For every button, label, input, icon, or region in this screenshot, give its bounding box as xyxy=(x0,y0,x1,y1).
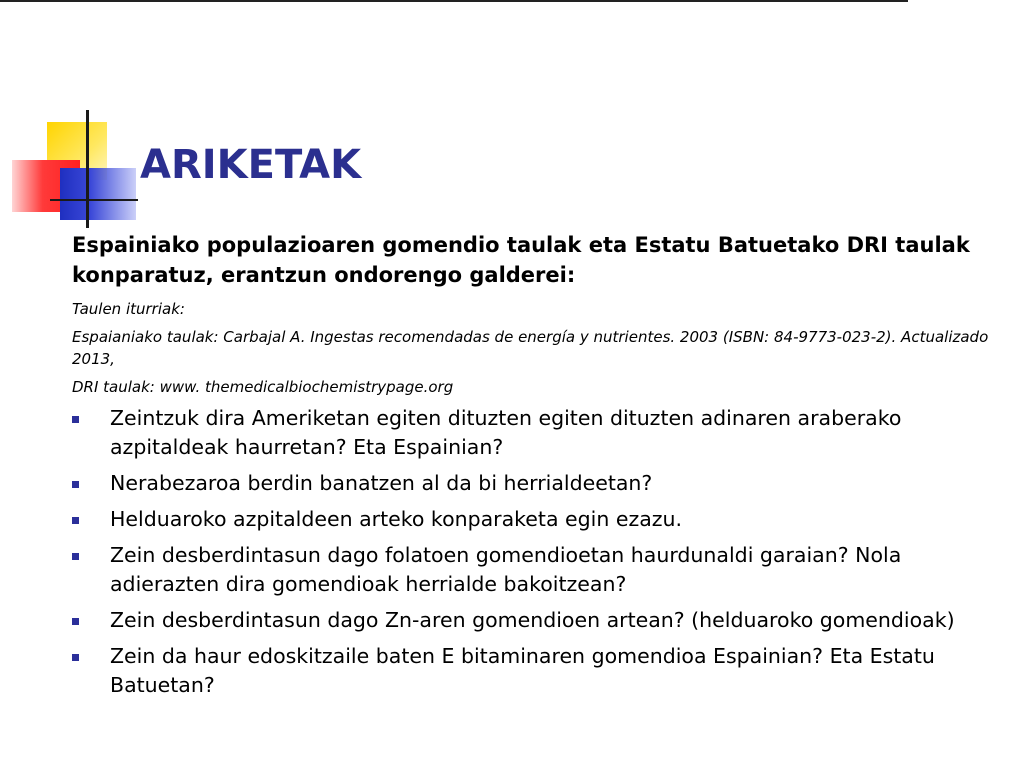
question-text: Zein da haur edoskitzaile baten E bitaminaren gomendioa Espainian? Eta Estatu Batuetan? xyxy=(110,644,935,697)
list-item xyxy=(72,642,1012,700)
blue-square xyxy=(60,168,136,220)
intro-text: Espainiako populazioaren gomendio taulak eta Estatu Batuetako DRI taulak konparatuz, erantzun ondorengo galderei: xyxy=(72,233,970,287)
slide-title: ARIKETAK xyxy=(140,142,362,188)
slide-decoration xyxy=(0,0,140,240)
square-bullet-icon xyxy=(72,517,79,524)
sources-heading: Taulen iturriak: xyxy=(72,300,185,318)
questions-list xyxy=(72,404,1012,700)
square-bullet-icon xyxy=(72,654,79,661)
list-item xyxy=(72,606,1012,635)
decor-vertical-line xyxy=(86,110,89,228)
list-item xyxy=(72,541,1012,599)
square-bullet-icon xyxy=(72,416,79,423)
question-text: Zeintzuk dira Ameriketan egiten dituzten egiten dituzten adinaren araberako azpitaldeak haurretan? Eta Espainian? xyxy=(110,406,902,459)
square-bullet-icon xyxy=(72,618,79,625)
list-item xyxy=(72,505,1012,534)
square-bullet-icon xyxy=(72,553,79,560)
question-text: Nerabezaroa berdin banatzen al da bi herrialdeetan? xyxy=(110,471,653,495)
source-dri-tables: DRI taulak: www. themedicalbiochemistrypage.org xyxy=(72,378,454,396)
square-bullet-icon xyxy=(72,481,79,488)
slide-content xyxy=(72,230,1012,707)
question-text: Helduaroko azpitaldeen arteko konparaketa egin ezazu. xyxy=(110,507,683,531)
question-text: Zein desberdintasun dago folatoen gomendioetan haurdunaldi garaian? Nola adierazten dira gomendioak herrialde bakoitzean? xyxy=(110,543,902,596)
list-item xyxy=(72,404,1012,462)
question-text: Zein desberdintasun dago Zn-aren gomendioen artean? (helduaroko gomendioak) xyxy=(110,608,955,632)
list-item xyxy=(72,469,1012,498)
source-spanish-tables: Espaianiako taulak: Carbajal A. Ingestas recomendadas de energía y nutrientes. 2003 (ISBN: 84-9773-023-2). Actualizado 2013, xyxy=(72,328,989,368)
decor-horizontal-line xyxy=(50,199,138,201)
